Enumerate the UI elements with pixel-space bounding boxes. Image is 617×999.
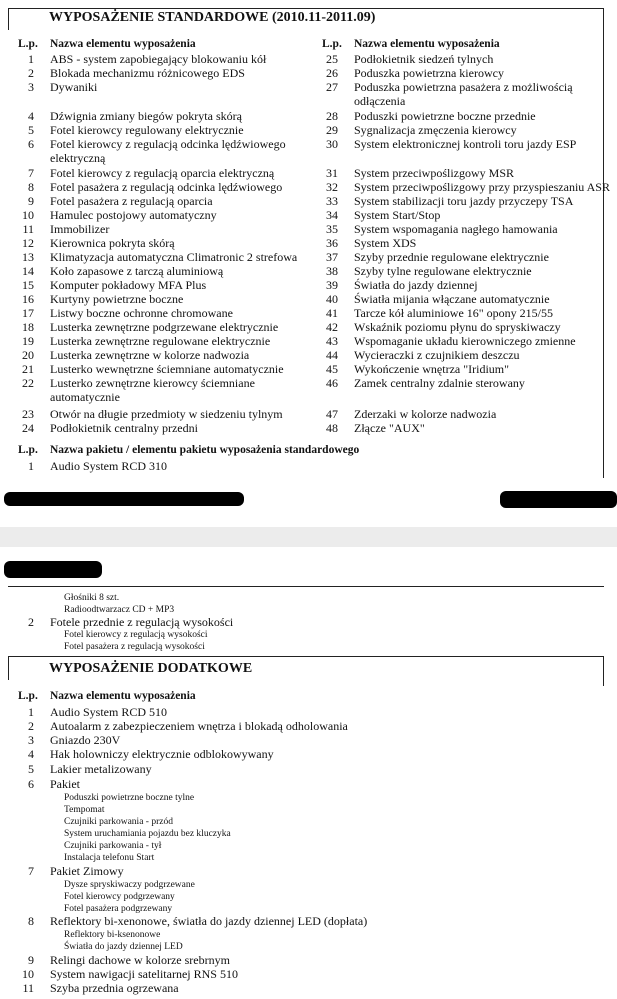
item-name: Kurtyny powietrzne boczne (50, 292, 184, 306)
item-number: 21 (22, 362, 34, 376)
additional-col-name: Nazwa elementu wyposażenia (50, 690, 196, 702)
item-number: 11 (22, 981, 34, 995)
item-name: Zamek centralny zdalnie sterowany (354, 376, 525, 390)
item-name: Lusterka zewnętrzne podgrzewane elektrycznie (50, 320, 279, 334)
item-name: Sygnalizacja zmęczenia kierowcy (354, 123, 517, 137)
item-number: 17 (22, 306, 34, 320)
standard-right-border (603, 8, 604, 478)
item-name: Lakier metalizowany (50, 762, 152, 776)
item-name: Hamulec postojowy automatyczny (50, 208, 217, 222)
item-name: Fotel kierowcy z regulacją oparcia elektryczną (50, 166, 275, 180)
item-number: 44 (326, 348, 338, 362)
item-number: 25 (326, 52, 338, 66)
item-name: Pakiet Zimowy (50, 864, 124, 878)
item-name: Dywaniki (50, 80, 98, 94)
item-number: 1 (28, 705, 34, 719)
package-item-number: 2 (28, 615, 34, 629)
item-name: Szyby tylne regulowane elektrycznie (354, 264, 532, 278)
item-name: Zderzaki w kolorze nadwozia (354, 407, 497, 421)
item-name: Listwy boczne ochronne chromowane (50, 306, 233, 320)
item-number: 7 (28, 864, 34, 878)
standard-col-name-right: Nazwa elementu wyposażenia (354, 38, 500, 50)
item-name: Podłokietnik siedzeń tylnych (354, 52, 494, 66)
item-name: ABS - system zapobiegający blokowaniu kół (50, 52, 267, 66)
item-name: Fotel kierowcy regulowany elektrycznie (50, 123, 244, 137)
redaction-bar (500, 491, 617, 508)
item-number: 46 (326, 376, 338, 390)
item-number: 15 (22, 278, 34, 292)
additional-subitem: System uruchamiania pojazdu bez kluczyka (64, 829, 231, 839)
item-number: 2 (28, 66, 34, 80)
item-number: 41 (326, 306, 338, 320)
package-subitem: Głośniki 8 szt. (64, 593, 120, 603)
item-name: Złącze "AUX" (354, 421, 425, 435)
item-name: Gniazdo 230V (50, 733, 121, 747)
item-name: System wspomagania nagłego hamowania (354, 222, 558, 236)
item-number: 23 (22, 407, 34, 421)
item-number: 16 (22, 292, 34, 306)
item-name-continuation: automatycznie (50, 390, 120, 404)
item-number: 11 (22, 222, 34, 236)
item-number: 13 (22, 250, 34, 264)
item-number: 32 (326, 180, 338, 194)
item-number: 9 (28, 953, 34, 967)
item-number: 40 (326, 292, 338, 306)
additional-subitem: Fotel pasażera podgrzewany (64, 904, 173, 914)
item-name: Lusterka zewnętrzne regulowane elektrycznie (50, 334, 271, 348)
package-subitem: Fotel kierowcy z regulacją wysokości (64, 630, 208, 640)
package-item-name: Fotele przednie z regulacją wysokości (50, 615, 234, 629)
item-name: Reflektory bi-xenonowe, światła do jazdy dziennej LED (dopłata) (50, 914, 368, 928)
item-name: Immobilizer (50, 222, 110, 236)
item-name: System przeciwpoślizgowy przy przyspieszaniu ASR (354, 180, 610, 194)
item-name: Koło zapasowe z tarczą aluminiową (50, 264, 224, 278)
item-name: Wskaźnik poziomu płynu do spryskiwaczy (354, 320, 561, 334)
item-name: Kierownica pokryta skórą (50, 236, 175, 250)
item-number: 30 (326, 137, 338, 151)
item-name: Podłokietnik centralny przedni (50, 421, 198, 435)
item-number: 1 (28, 52, 34, 66)
item-number: 3 (28, 80, 34, 94)
item-number: 2 (28, 719, 34, 733)
additional-col-lp: L.p. (18, 690, 38, 702)
package-col-name: Nazwa pakietu / elementu pakietu wyposażenia standardowego (50, 444, 360, 456)
package-subitem: Radioodtwarzacz CD + MP3 (64, 605, 175, 615)
item-name: Pakiet (50, 777, 80, 791)
item-name-continuation: elektryczną (50, 151, 106, 165)
item-number: 3 (28, 733, 34, 747)
item-number: 4 (28, 747, 34, 761)
item-number: 34 (326, 208, 338, 222)
item-number: 22 (22, 376, 34, 390)
additional-subitem: Światła do jazdy dziennej LED (64, 942, 183, 952)
item-name: Blokada mechanizmu różnicowego EDS (50, 66, 245, 80)
item-name: Fotel kierowcy z regulacją odcinka lędźwiowego (50, 137, 286, 151)
item-number: 20 (22, 348, 34, 362)
additional-subitem: Instalacja telefonu Start (64, 853, 155, 863)
item-name: Szyba przednia ogrzewana (50, 981, 179, 995)
item-name: System Start/Stop (354, 208, 441, 222)
item-number: 7 (28, 166, 34, 180)
package-item-number: 1 (28, 459, 34, 473)
standard-col-name-left: Nazwa elementu wyposażenia (50, 38, 196, 50)
item-number: 6 (28, 137, 34, 151)
item-number: 47 (326, 407, 338, 421)
item-name-continuation: odłączenia (354, 94, 406, 108)
item-name: Tarcze kół aluminiowe 16" opony 215/55 (354, 306, 554, 320)
item-name: Dźwignia zmiany biegów pokryta skórą (50, 109, 242, 123)
item-number: 4 (28, 109, 34, 123)
item-name: Lusterko zewnętrzne kierowcy ściemniane (50, 376, 255, 390)
item-number: 19 (22, 334, 34, 348)
item-number: 10 (22, 208, 34, 222)
item-name: Szyby przednie regulowane elektrycznie (354, 250, 549, 264)
additional-subitem: Czujniki parkowania - tył (64, 841, 162, 851)
item-number: 36 (326, 236, 338, 250)
standard-col-lp-left: L.p. (18, 38, 38, 50)
item-number: 38 (326, 264, 338, 278)
additional-subitem: Fotel kierowcy podgrzewany (64, 892, 175, 902)
item-number: 48 (326, 421, 338, 435)
item-name: Wycieraczki z czujnikiem deszczu (354, 348, 520, 362)
item-number: 45 (326, 362, 338, 376)
additional-section-title: WYPOSAŻENIE DODATKOWE (8, 656, 604, 680)
item-number: 14 (22, 264, 34, 278)
package-col-lp: L.p. (18, 444, 38, 456)
item-name: Lusterko wewnętrzne ściemniane automatycznie (50, 362, 284, 376)
item-name: System stabilizacji toru jazdy przyczepy TSA (354, 194, 574, 208)
item-name: Poduszka powietrzna kierowcy (354, 66, 504, 80)
item-name: Autoalarm z zabezpieczeniem wnętrza i blokadą odholowania (50, 719, 348, 733)
item-number: 10 (22, 967, 34, 981)
item-number: 24 (22, 421, 34, 435)
item-name: Fotel pasażera z regulacją odcinka lędźwiowego (50, 180, 283, 194)
item-number: 12 (22, 236, 34, 250)
additional-subitem: Reflektory bi-ksenonowe (64, 930, 161, 940)
item-number: 37 (326, 250, 338, 264)
item-name: System XDS (354, 236, 417, 250)
item-name: Lusterka zewnętrzne w kolorze nadwozia (50, 348, 250, 362)
item-name: Relingi dachowe w kolorze srebrnym (50, 953, 230, 967)
item-number: 8 (28, 180, 34, 194)
item-name: Poduszki powietrzne boczne przednie (354, 109, 536, 123)
item-number: 5 (28, 123, 34, 137)
item-name: Otwór na długie przedmioty w siedzeniu tylnym (50, 407, 283, 421)
additional-subitem: Tempomat (64, 805, 105, 815)
standard-section-title: WYPOSAŻENIE STANDARDOWE (2010.11-2011.09) (8, 8, 604, 30)
redaction-bar (4, 492, 244, 506)
item-name: Poduszka powietrzna pasażera z możliwością (354, 80, 573, 94)
package-item-name: Audio System RCD 310 (50, 459, 168, 473)
item-name: Hak holowniczy elektrycznie odblokowywany (50, 747, 274, 761)
standard-col-lp-right: L.p. (322, 38, 342, 50)
item-number: 5 (28, 762, 34, 776)
item-number: 33 (326, 194, 338, 208)
additional-subitem: Dysze spryskiwaczy podgrzewane (64, 880, 195, 890)
additional-subitem: Poduszki powietrzne boczne tylne (64, 793, 195, 803)
additional-subitem: Czujniki parkowania - przód (64, 817, 173, 827)
item-number: 18 (22, 320, 34, 334)
item-number: 9 (28, 194, 34, 208)
item-number: 8 (28, 914, 34, 928)
item-name: Wspomaganie układu kierowniczego zmienne (354, 334, 576, 348)
page-top-rule (8, 586, 604, 587)
item-name: Audio System RCD 510 (50, 705, 168, 719)
item-number: 35 (326, 222, 338, 236)
item-name: System elektronicznej kontroli toru jazdy ESP (354, 137, 577, 151)
item-number: 39 (326, 278, 338, 292)
item-number: 28 (326, 109, 338, 123)
item-name: Światła mijania włączane automatycznie (354, 292, 550, 306)
item-name: System przeciwpoślizgowy MSR (354, 166, 514, 180)
item-name: Fotel pasażera z regulacją oparcia (50, 194, 213, 208)
additional-right-border (603, 656, 604, 686)
item-name: Komputer pokładowy MFA Plus (50, 278, 207, 292)
redaction-bar (4, 561, 102, 578)
item-name: Klimatyzacja automatyczna Climatronic 2 strefowa (50, 250, 298, 264)
item-name: System nawigacji satelitarnej RNS 510 (50, 967, 238, 981)
item-name: Wykończenie wnętrza "Iridium" (354, 362, 510, 376)
item-number: 31 (326, 166, 338, 180)
page-break-band (0, 527, 617, 547)
item-number: 42 (326, 320, 338, 334)
item-number: 27 (326, 80, 338, 94)
item-number: 29 (326, 123, 338, 137)
package-subitem: Fotel pasażera z regulacją wysokości (64, 642, 205, 652)
item-name: Światła do jazdy dziennej (354, 278, 478, 292)
item-number: 6 (28, 777, 34, 791)
item-number: 26 (326, 66, 338, 80)
item-number: 43 (326, 334, 338, 348)
